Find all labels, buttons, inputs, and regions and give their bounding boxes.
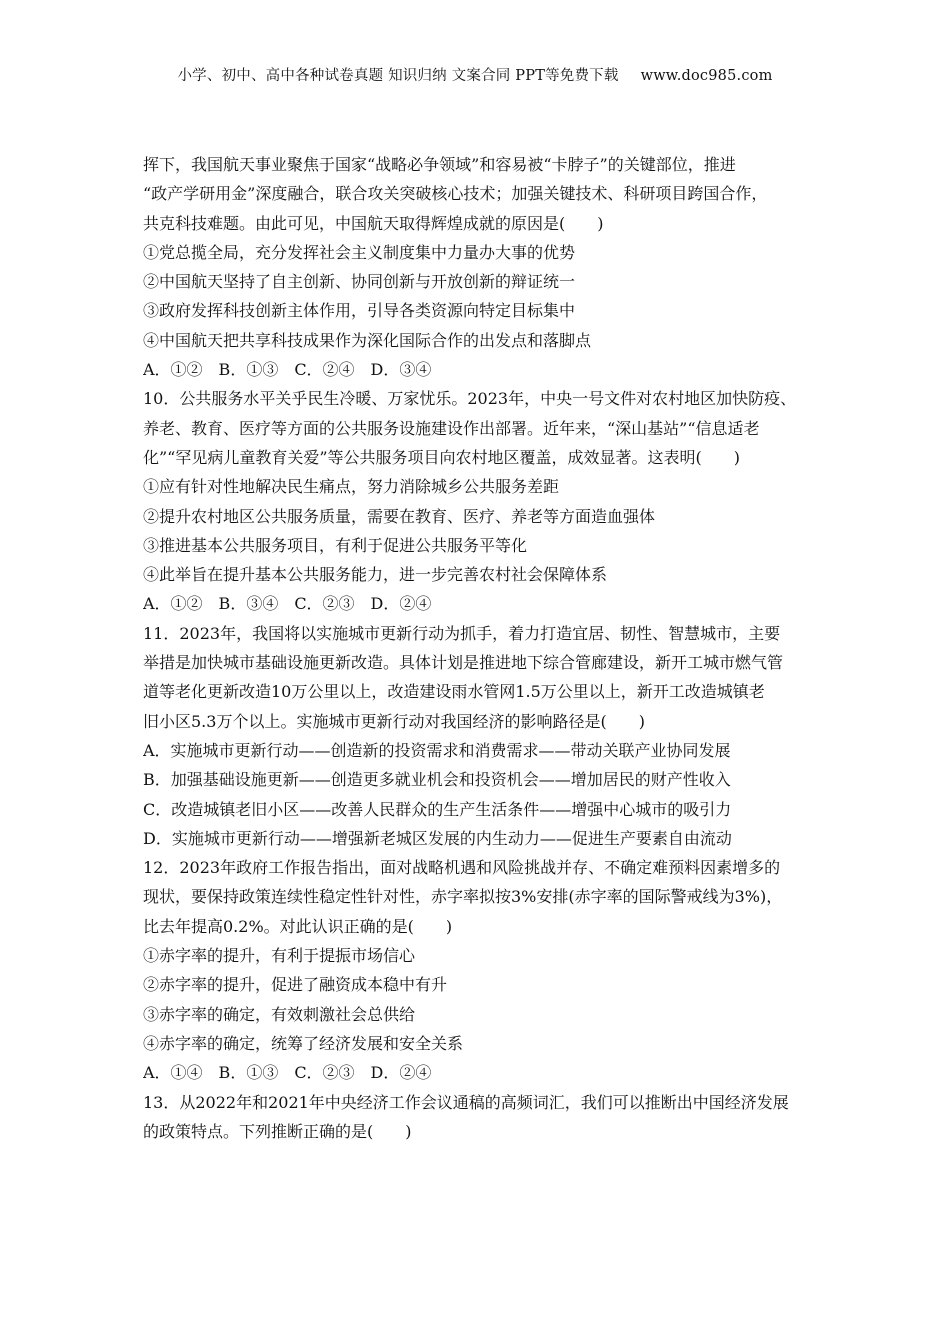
statement-option: ③政府发挥科技创新主体作用，引导各类资源向特定目标集中 — [143, 301, 576, 321]
question-stem-line: 12．2023年政府工作报告指出，面对战略机遇和风险挑战并存、不确定难预料因素增多的 — [143, 858, 781, 878]
question-stem-line: 挥下，我国航天事业聚焦于国家“战略必争领域”和容易被“卡脖子”的关键部位，推进 — [143, 155, 736, 174]
statement-option: ②中国航天坚持了自主创新、协同创新与开放创新的辩证统一 — [143, 272, 576, 292]
question-9 — [143, 150, 808, 384]
statement-option: ①应有针对性地解决民生痛点，努力消除城乡公共服务差距 — [143, 477, 560, 497]
question-stem-line: 共克科技难题。由此可见，中国航天取得辉煌成就的原因是( ) — [143, 213, 604, 233]
question-stem-line: 现状，要保持政策连续性稳定性针对性，赤字率拟按3%安排(赤字率的国际警戒线为3%)， — [143, 887, 783, 907]
document-body — [143, 150, 808, 1146]
question-stem-line: 养老、教育、医疗等方面的公共服务设施建设作出部署。近年来，“深山基站”“信息适老 — [143, 418, 760, 438]
question-stem-line: 举措是加快城市基础设施更新改造。具体计划是推进地下综合管廊建设，新开工城市燃气管 — [143, 653, 784, 673]
answer-option-a: A．实施城市更新行动——创造新的投资需求和消费需求——带动关联产业协同发展 — [143, 740, 731, 760]
question-stem-line: 旧小区5.3万个以上。实施城市更新行动对我国经济的影响路径是( ) — [143, 711, 645, 731]
question-stem-line: 11．2023年，我国将以实施城市更新行动为抓手，着力打造宜居、韧性、智慧城市，主要 — [143, 623, 781, 643]
statement-option: ②赤字率的提升，促进了融资成本稳中有升 — [143, 975, 448, 995]
header-website: www.doc985.com — [640, 68, 773, 84]
statement-option: ③推进基本公共服务项目，有利于促进公共服务平等化 — [143, 535, 528, 555]
question-stem-line: 比去年提高0.2%。对此认识正确的是( ) — [143, 916, 453, 936]
answer-option-d: D．实施城市更新行动——增强新老城区发展的内生动力——促进生产要素自由流动 — [143, 828, 732, 848]
question-stem-line: “政产学研用金”深度融合，联合攻关突破核心技术；加强关键技术、科研项目跨国合作， — [143, 184, 768, 204]
question-10 — [143, 384, 808, 618]
answer-choices: A．①④ B．①③ C．②③ D．②④ — [143, 1063, 432, 1083]
answer-choices: A．①② B．①③ C．②④ D．③④ — [143, 360, 432, 380]
question-13 — [143, 1088, 808, 1147]
statement-option: ①党总揽全局，充分发挥社会主义制度集中力量办大事的优势 — [143, 242, 576, 262]
question-stem-line: 道等老化更新改造10万公里以上，改造建设雨水管网1.5万公里以上，新开工改造城镇老 — [143, 682, 765, 702]
statement-option: ②提升农村地区公共服务质量，需要在教育、医疗、养老等方面造血强体 — [143, 506, 656, 526]
question-stem-line: 的政策特点。下列推断正确的是( ) — [143, 1121, 412, 1141]
question-12 — [143, 853, 808, 1087]
statement-option: ①赤字率的提升，有利于提振市场信心 — [143, 946, 416, 966]
statement-option: ④中国航天把共享科技成果作为深化国际合作的出发点和落脚点 — [143, 330, 592, 350]
question-stem-line: 13．从2022年和2021年中央经济工作会议通稿的高频词汇，我们可以推断出中国经济发展 — [143, 1092, 789, 1112]
page-header — [0, 66, 950, 86]
question-stem-line: 10．公共服务水平关乎民生冷暖、万家忧乐。2023年，中央一号文件对农村地区加快防疫、 — [143, 389, 797, 409]
statement-option: ④此举旨在提升基本公共服务能力，进一步完善农村社会保障体系 — [143, 565, 608, 585]
answer-choices: A．①② B．③④ C．②③ D．②④ — [143, 594, 432, 614]
question-11 — [143, 619, 808, 853]
question-stem-line: 化”“罕见病儿童教育关爱”等公共服务项目向农村地区覆盖，成效显著。这表明( ) — [143, 447, 741, 467]
answer-option-b: B．加强基础设施更新——创造更多就业机会和投资机会——增加居民的财产性收入 — [143, 770, 731, 790]
header-text: 小学、初中、高中各种试卷真题 知识归纳 文案合同 PPT等免费下载 — [177, 68, 619, 84]
statement-option: ③赤字率的确定，有效刺激社会总供给 — [143, 1004, 416, 1024]
answer-option-c: C．改造城镇老旧小区——改善人民群众的生产生活条件——增强中心城市的吸引力 — [143, 799, 732, 819]
statement-option: ④赤字率的确定，统筹了经济发展和安全关系 — [143, 1033, 464, 1053]
